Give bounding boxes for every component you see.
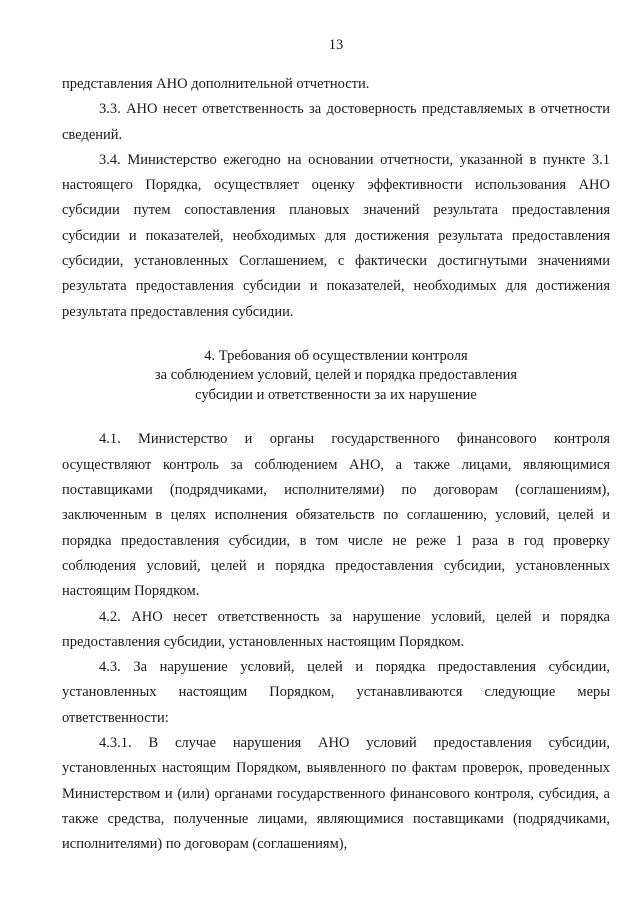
paragraph-continued: представления АНО дополнительной отчетности. <box>62 76 370 92</box>
paragraph-3-4: 3.4. Министерство ежегодно на основании отчетности, указанной в пункте 3.1 настоящего Порядка, осуществляет оценку эффективности использования АНО субсидии путем сопоставления плановых значений результата предоставления субсидии и показателей, необходимых для достижения результата предоставления субсидии, установленных Соглашением, с фактически достигнутыми значениями результата предоставления субсидии и показателей, необходимых для достижения результата предоставления субсидии. <box>62 151 610 320</box>
document-body <box>62 72 610 858</box>
paragraph-3-3: 3.3. АНО несет ответственность за достоверность представляемых в отчетности сведений. <box>62 101 610 143</box>
paragraph-4-3: 4.3. За нарушение условий, целей и порядка предоставления субсидии, установленных настоящим Порядком, устанавливаются следующие меры ответственности: <box>62 659 610 726</box>
section-title-line-2: за соблюдением условий, целей и порядка предоставления <box>154 367 518 384</box>
paragraph-4-2: 4.2. АНО несет ответственность за нарушение условий, целей и порядка предоставления субсидии, установленных настоящим Порядком. <box>62 608 610 650</box>
paragraph-4-3-1: 4.3.1. В случае нарушения АНО условий предоставления субсидии, установленных настоящим Порядком, выявленного по фактам проверок, проведенных Министерством и (или) органами государственного финансового контроля, субсидия, а также средства, полученные лицами, являющимися поставщиками (подрядчиками, исполнителями) по договорам (соглашениям), <box>62 735 610 853</box>
paragraph-4-1: 4.1. Министерство и органы государственного финансового контроля осуществляют контроль за соблюдением АНО, а также лицами, являющимися поставщиками (подрядчиками, исполнителями) по договорам (соглашениям), заключенным в целях исполнения обязательств по соглашению, условий, целей и порядка предоставления субсидии, в том числе не реже 1 раза в год проверку соблюдения условий, целей и порядка предоставления субсидии, установленных настоящим Порядком. <box>62 431 610 600</box>
section-title-line-3: субсидии и ответственности за их нарушение <box>195 386 477 403</box>
section-4-title <box>62 347 610 406</box>
section-title-line-1: 4. Требования об осуществлении контроля <box>204 347 468 364</box>
page-number: 13 <box>328 37 344 53</box>
